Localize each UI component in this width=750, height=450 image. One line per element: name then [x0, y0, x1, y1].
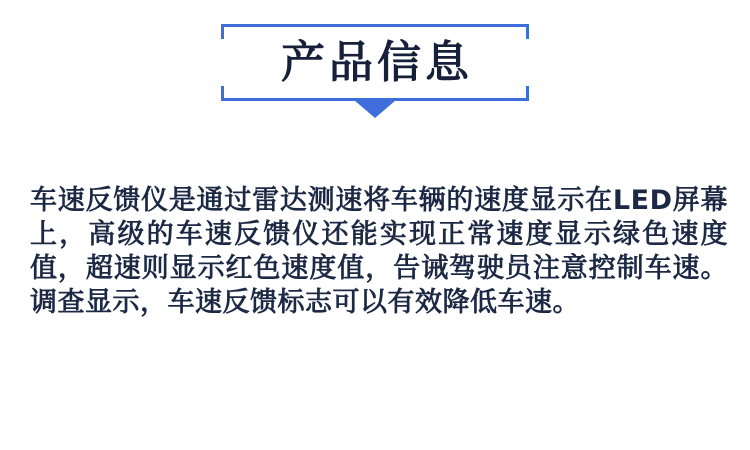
frame-bracket-bottom	[221, 86, 529, 101]
arrow-down-icon	[354, 100, 396, 118]
page-title: 产品信息	[281, 36, 473, 88]
product-description: 车速反馈仪是通过雷达测速将车辆的速度显示在LED屏幕上，高级的车速反馈仪还能实现正常速度显示绿色速度值，超速则显示红色速度值，告诫驾驶员注意控制车速。调查显示，车速反馈标志可以有效降低车速。	[30, 185, 728, 318]
section-title-frame	[221, 24, 529, 101]
